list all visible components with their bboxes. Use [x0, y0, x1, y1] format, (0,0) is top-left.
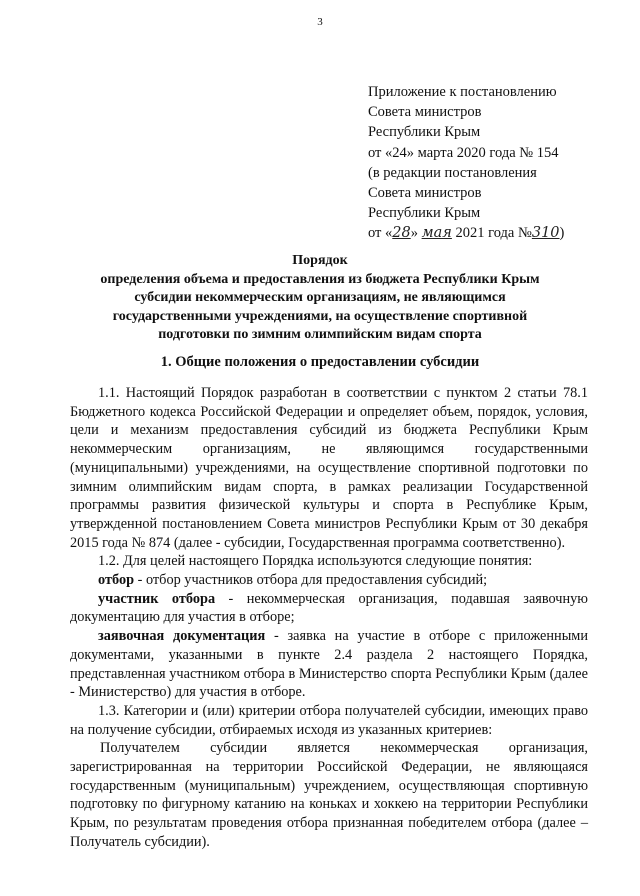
- title-line: определения объема и предоставления из бюджета Республики Крым: [100, 271, 540, 287]
- appendix-line: (в редакции постановления: [368, 164, 537, 181]
- appendix-line: Совета министров: [368, 185, 482, 202]
- handwritten-month: мая: [421, 225, 452, 242]
- definition-uchastnik: [70, 590, 588, 627]
- paragraph-1-2: 1.2. Для целей настоящего Порядка используются следующие понятия:: [98, 553, 533, 570]
- term: участник отбора: [98, 590, 216, 607]
- definition-text: - отбор участников отбора для предоставления субсидий;: [134, 572, 488, 589]
- appendix-line: Республики Крым: [368, 124, 481, 141]
- appendix-line: Республики Крым: [368, 205, 481, 222]
- term: отбор: [98, 572, 135, 589]
- paragraph-1-1: 1.1. Настоящий Порядок разработан в соответствии с пунктом 2 статьи 78.1 Бюджетного кодекса Российской Федерации и определяет объем, порядок, условия, цели и механизм предоставления субсидий из бюджета Республики Крым некоммерческим организациям, не являющимся государственными (муниципальными) учреждениями, на осуществление спортивной подготовки по зимним олимпийским видам спорта, в рамках реализации Государственной программы развития физической культуры и спорта в Республике Крым, утвержденной постановлением Совета министров Республики Крым от 30 декабря 2015 года № 874 (далее - субсидии, Государственная программа соответственно).: [70, 385, 588, 551]
- definition-zayavochnaya: [70, 627, 588, 702]
- definition-text: - некоммерческая организация, подавшая заявочную документацию для участия в отборе;: [70, 590, 588, 626]
- title-line: Порядок: [292, 253, 348, 268]
- appendix-line: Совета министров: [368, 104, 482, 121]
- date-mid: »: [410, 225, 418, 242]
- appendix-line: Приложение к постановлению: [368, 84, 557, 100]
- title-line: подготовки по зимним олимпийским видам спорта: [158, 327, 482, 343]
- section-heading: 1. Общие положения о предоставлении субсидии: [160, 354, 480, 370]
- page-number: 3: [317, 16, 323, 28]
- title-line: государственными учреждениями, на осуществление спортивной: [112, 308, 528, 324]
- date-prefix: от «: [368, 225, 393, 242]
- term: заявочная документация: [98, 628, 266, 645]
- appendix-date-line: [368, 223, 564, 243]
- document-title: [40, 252, 600, 345]
- date-suffix: ): [559, 225, 565, 242]
- paragraph-1-3: 1.3. Категории и (или) критерии отбора получателей субсидии, имеющих право на получение субсидии, отбираемых исходя из указанных критериев:: [70, 702, 588, 738]
- appendix-line: от «24» марта 2020 года № 154: [368, 144, 559, 161]
- document-body: [70, 384, 588, 852]
- handwritten-number: 310: [531, 225, 560, 242]
- definition-otbor: [70, 571, 588, 590]
- title-line: субсидии некоммерческим организациям, не являющимся: [134, 290, 506, 306]
- handwritten-day: 28: [392, 225, 411, 242]
- date-year: 2021 года №: [451, 225, 532, 242]
- appendix-block: [368, 82, 564, 244]
- paragraph-recipient: Получателем субсидии является некоммерческая организация, зарегистрированная на территории Российской Федерации, не являющаяся государственным (муниципальным) учреждением, осуществляющая спортивную подготовку по фигурному катанию на коньках и хоккею на территории Республики Крым, по результатам проведения отбора признанная победителем отбора (далее – Получатель субсидии).: [70, 740, 588, 850]
- definition-text: - заявка на участие в отборе с приложенными документами, указанными в пункте 2.4 раздела 2 настоящего Порядка, представленная участником отбора в Министерство спорта Республики Крым (далее - Министерство) для участия в отборе.: [70, 628, 588, 701]
